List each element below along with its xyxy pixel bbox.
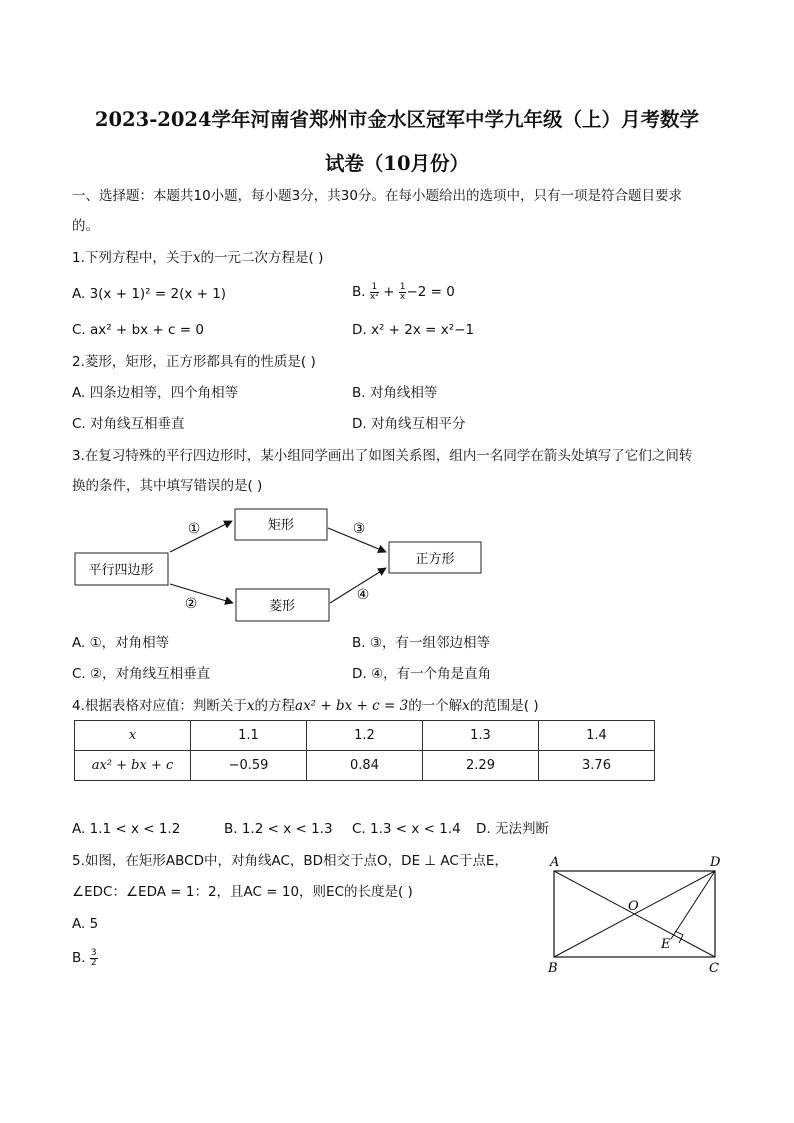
q2-option-b[interactable]: B. 对角线相等	[352, 385, 438, 401]
table-cell: 2.29	[423, 751, 539, 781]
arrow-label-4: ④	[356, 587, 370, 603]
q3-option-b[interactable]: B. ③，有一组邻边相等	[352, 635, 490, 651]
q1-option-c[interactable]: C. ax² + bx + c = 0	[72, 322, 204, 338]
table-cell: 0.84	[307, 751, 423, 781]
q3-option-a[interactable]: A. ①，对角相等	[72, 635, 170, 651]
section-heading: 一、选择题：本题共10小题，每小题3分，共30分。在每小题给出的选项中，只有一项是符合题目要求	[72, 188, 682, 204]
q3-stem: 3.在复习特殊的平行四边形时，某小组同学画出了如图关系图，组内一名同学在箭头处填写了它们之间转	[72, 448, 693, 464]
table-cell: 1.1	[191, 721, 307, 751]
node-parallelogram: 平行四边形	[88, 563, 154, 578]
table-cell: 1.3	[423, 721, 539, 751]
q1-option-b[interactable]: B. $\frac{1}{\text{x²}}$ + $\frac{1}{x}$ −2 = 0	[352, 281, 455, 302]
point-label-b: B	[548, 961, 558, 976]
q2-option-c[interactable]: C. 对角线互相垂直	[72, 416, 185, 432]
q1-stem: 1.下列方程中，关于x的一元二次方程是( )	[72, 250, 324, 266]
point-label-o: O	[628, 899, 639, 914]
q2-stem: 2.菱形，矩形，正方形都具有的性质是( )	[72, 354, 316, 370]
point-label-c: C	[709, 961, 719, 976]
arrow-label-1: ①	[187, 521, 201, 537]
page-title-line-2: 试卷（10月份）	[324, 152, 470, 175]
segment-de	[671, 871, 715, 939]
q3-stem-cont: 换的条件，其中填写错误的是( )	[72, 478, 263, 494]
q4-option-c[interactable]: C. 1.3 < x < 1.4	[352, 821, 461, 837]
q5-stem: 5.如图，在矩形ABCD中，对角线AC，BD相交于点O，DE ⊥ AC于点E，	[72, 853, 508, 869]
table-cell: −0.59	[191, 751, 307, 781]
q3-option-c[interactable]: C. ②，对角线互相垂直	[72, 666, 211, 682]
table-cell: 1.2	[307, 721, 423, 751]
table-cell: x	[75, 721, 191, 751]
q4-option-a[interactable]: A. 1.1 < x < 1.2	[72, 821, 181, 837]
q5-option-b[interactable]: B. $\frac{3}{2}$	[72, 947, 97, 968]
right-angle-mark	[675, 931, 683, 943]
q2-option-a[interactable]: A. 四条边相等，四个角相等	[72, 385, 239, 401]
arrow-label-2: ②	[184, 596, 198, 612]
q1-option-a[interactable]: A. 3(x + 1)² = 2(x + 1)	[72, 286, 227, 302]
table-cell: ax² + bx + c	[75, 751, 191, 781]
table-cell: 3.76	[539, 751, 655, 781]
section-heading-cont: 的。	[72, 218, 99, 234]
q4-option-d[interactable]: D. 无法判断	[476, 821, 549, 837]
q4-option-b[interactable]: B. 1.2 < x < 1.3	[224, 821, 333, 837]
node-rhombus: 菱形	[268, 599, 296, 614]
table-cell: 1.4	[539, 721, 655, 751]
point-label-a: A	[550, 855, 560, 870]
point-label-e: E	[661, 937, 671, 952]
node-rectangle: 矩形	[267, 518, 295, 533]
q4-stem: 4.根据表格对应值：判断关于x的方程ax² + bx + c = 3的一个解x的范围是( )	[72, 698, 539, 714]
q2-option-d[interactable]: D. 对角线互相平分	[352, 416, 466, 432]
q3-option-d[interactable]: D. ④，有一个角是直角	[352, 666, 492, 682]
node-square: 正方形	[415, 552, 455, 567]
q5-option-a[interactable]: A. 5	[72, 916, 99, 932]
page-title-line-1: 2023-2024学年河南省郑州市金水区冠军中学九年级（上）月考数学	[94, 108, 700, 131]
point-label-d: D	[710, 855, 721, 870]
q5-stem-cont: ∠EDC：∠EDA = 1：2，且AC = 10，则EC的长度是( )	[72, 884, 413, 900]
arrow-label-3: ③	[352, 521, 366, 537]
q1-option-d[interactable]: D. x² + 2x = x²−1	[352, 322, 475, 338]
